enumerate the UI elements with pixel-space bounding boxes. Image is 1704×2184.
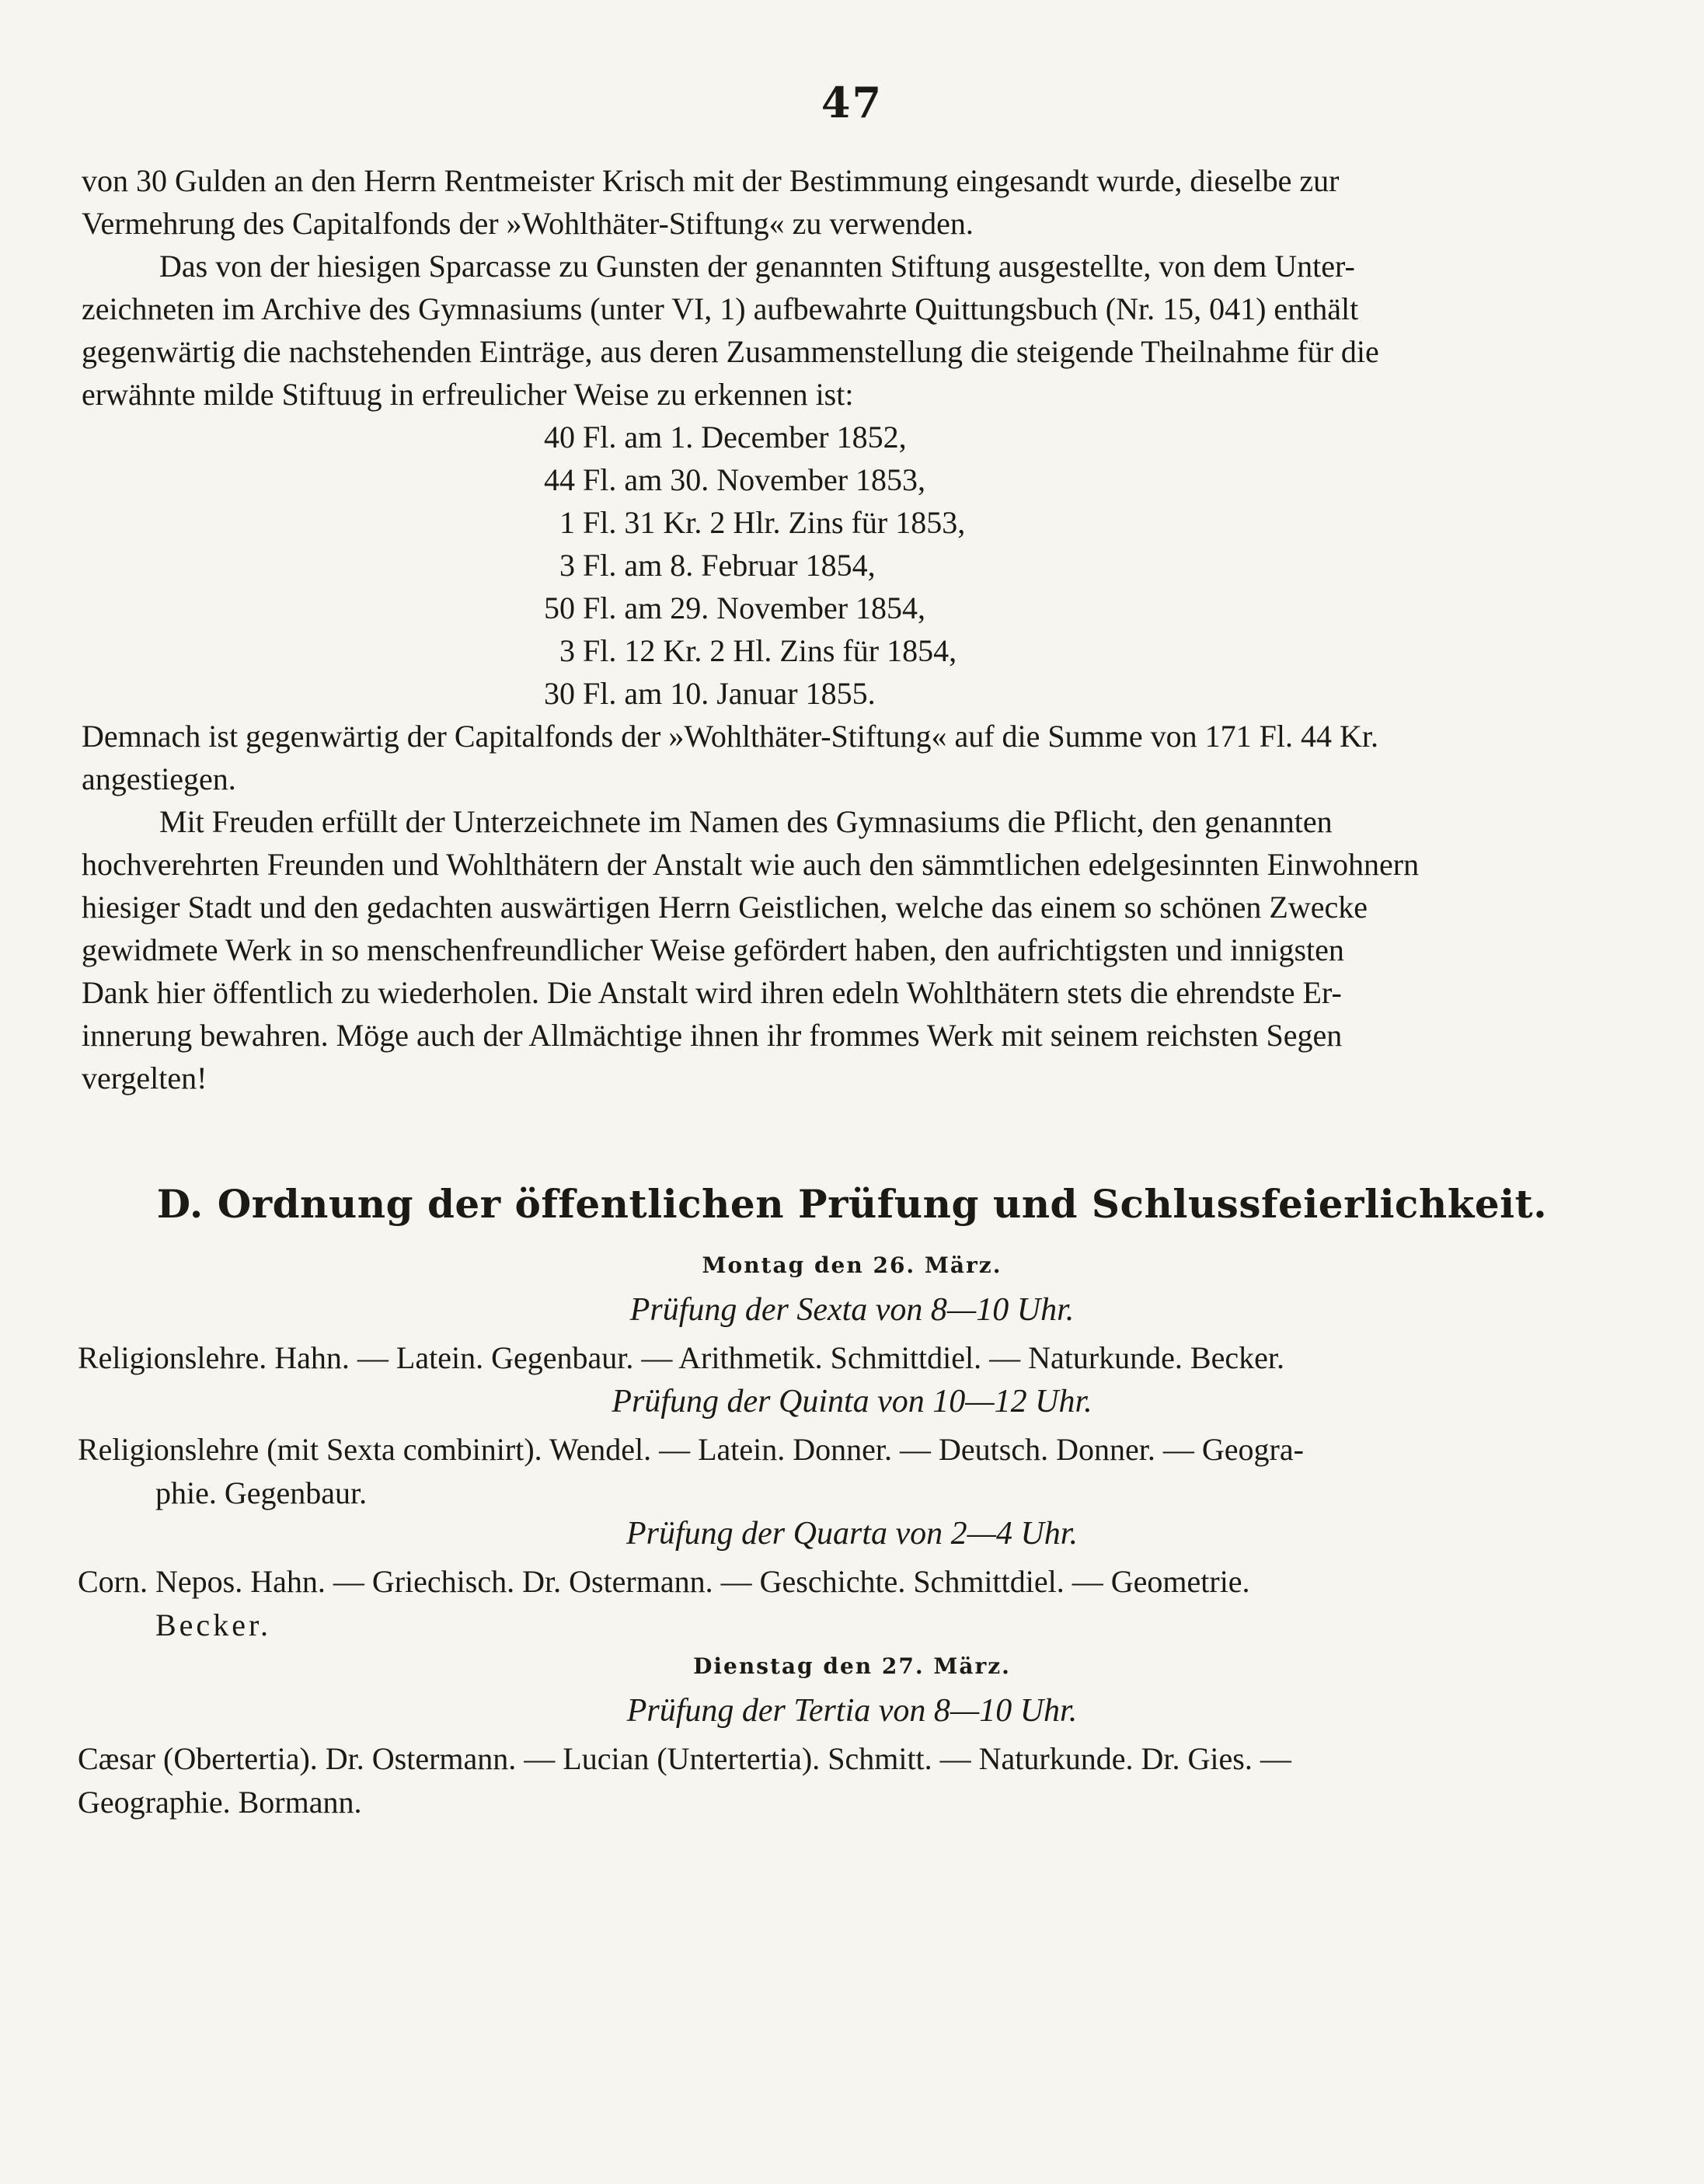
exam-subjects-sexta: Religionslehre. Hahn. — Latein. Gegenbaur. — Arithmetik. Schmittdiel. — Naturkunde. Becker. <box>78 1340 1284 1375</box>
entry-line: 3 Fl. am 8. Februar 1854, <box>559 548 876 583</box>
text-line: gewidmete Werk in so menschenfreundlicher Weise gefördert haben, den aufrichtigsten und innigsten <box>82 932 1344 967</box>
text-line: Mit Freuden erfüllt der Unterzeichnete im Namen des Gymnasiums die Pflicht, den genannten <box>159 804 1333 839</box>
entry-line: 40 Fl. am 1. December 1852, <box>544 420 907 455</box>
exam-title-tertia: Prüfung der Tertia von 8—10 Uhr. <box>626 1693 1078 1729</box>
exam-subjects-quarta-cont: Becker. <box>155 1608 272 1642</box>
exam-title-sexta: Prüfung der Sexta von 8—10 Uhr. <box>629 1292 1075 1328</box>
entry-line: 50 Fl. am 29. November 1854, <box>544 590 926 625</box>
text-line: Dank hier öffentlich zu wiederholen. Die Anstalt wird ihren edeln Wohlthätern stets die ehrendste Er- <box>82 975 1342 1010</box>
text-line: hiesiger Stadt und den gedachten auswärtigen Herrn Geistlichen, welche das einem so schönen Zwecke <box>82 890 1368 925</box>
text-line: innerung bewahren. Möge auch der Allmächtige ihnen ihr frommes Werk mit seinem reichsten Segen <box>82 1018 1343 1053</box>
text-line: zeichneten im Archive des Gymnasiums (unter VI, 1) aufbewahrte Quittungsbuch (Nr. 15, 041) enthält <box>82 291 1359 326</box>
paragraph-funds <box>82 159 1573 245</box>
paragraph-thanks <box>82 800 1573 1099</box>
exam-subjects-tertia-cont: Geographie. Bormann. <box>78 1785 362 1820</box>
day-heading-monday: Montag den 26. März. <box>702 1252 1002 1278</box>
exam-title-quinta: Prüfung der Quinta von 10—12 Uhr. <box>612 1384 1092 1419</box>
text-line: Demnach ist gegenwärtig der Capitalfonds der »Wohlthäter-Stiftung« auf die Summe von 171 Fl. 44 Kr. <box>82 719 1378 754</box>
entry-line: 1 Fl. 31 Kr. 2 Hlr. Zins für 1853, <box>559 505 966 540</box>
text-line: Vermehrung des Capitalfonds der »Wohlthäter-Stiftung« zu verwenden. <box>82 206 974 241</box>
text-line: erwähnte milde Stiftuug in erfreulicher Weise zu erkennen ist: <box>82 377 854 412</box>
text-line: gegenwärtig die nachstehenden Einträge, aus deren Zusammenstellung die steigende Theilnahme für die <box>82 334 1379 369</box>
text-line: vergelten! <box>82 1061 207 1095</box>
paragraph-summary <box>82 715 1573 800</box>
text-line: Das von der hiesigen Sparcasse zu Gunsten der genannten Stiftung ausgestellte, von dem Unter- <box>159 249 1355 284</box>
entry-line: 3 Fl. 12 Kr. 2 Hl. Zins für 1854, <box>559 633 957 668</box>
paragraph-sparcasse <box>82 245 1573 416</box>
exam-subjects-quarta: Corn. Nepos. Hahn. — Griechisch. Dr. Ostermann. — Geschichte. Schmittdiel. — Geometrie. <box>78 1564 1250 1599</box>
exam-subjects-quinta-cont: phie. Gegenbaur. <box>155 1475 368 1510</box>
text-line: hochverehrten Freunden und Wohlthätern der Anstalt wie auch den sämmtlichen edelgesinnten Einwohnern <box>82 847 1420 882</box>
exam-subjects-quinta: Religionslehre (mit Sexta combinirt). Wendel. — Latein. Donner. — Deutsch. Donner. — Geogra- <box>78 1432 1304 1467</box>
entry-line: 30 Fl. am 10. Januar 1855. <box>544 676 876 711</box>
text-line: angestiegen. <box>82 761 236 796</box>
deposit-entries <box>544 416 965 715</box>
exam-title-quarta: Prüfung der Quarta von 2—4 Uhr. <box>625 1516 1078 1552</box>
day-heading-tuesday: Dienstag den 27. März. <box>693 1653 1011 1679</box>
text-line: von 30 Gulden an den Herrn Rentmeister Krisch mit der Bestimmung eingesandt wurde, dieselbe zur <box>82 163 1340 198</box>
page-number: 47 <box>821 78 883 127</box>
section-heading: D. Ordnung der öffentlichen Prüfung und Schlussfeierlichkeit. <box>156 1181 1548 1227</box>
exam-subjects-tertia: Cæsar (Obertertia). Dr. Ostermann. — Lucian (Untertertia). Schmitt. — Naturkunde. Dr. Gies. — <box>78 1741 1291 1776</box>
entry-line: 44 Fl. am 30. November 1853, <box>544 462 926 497</box>
